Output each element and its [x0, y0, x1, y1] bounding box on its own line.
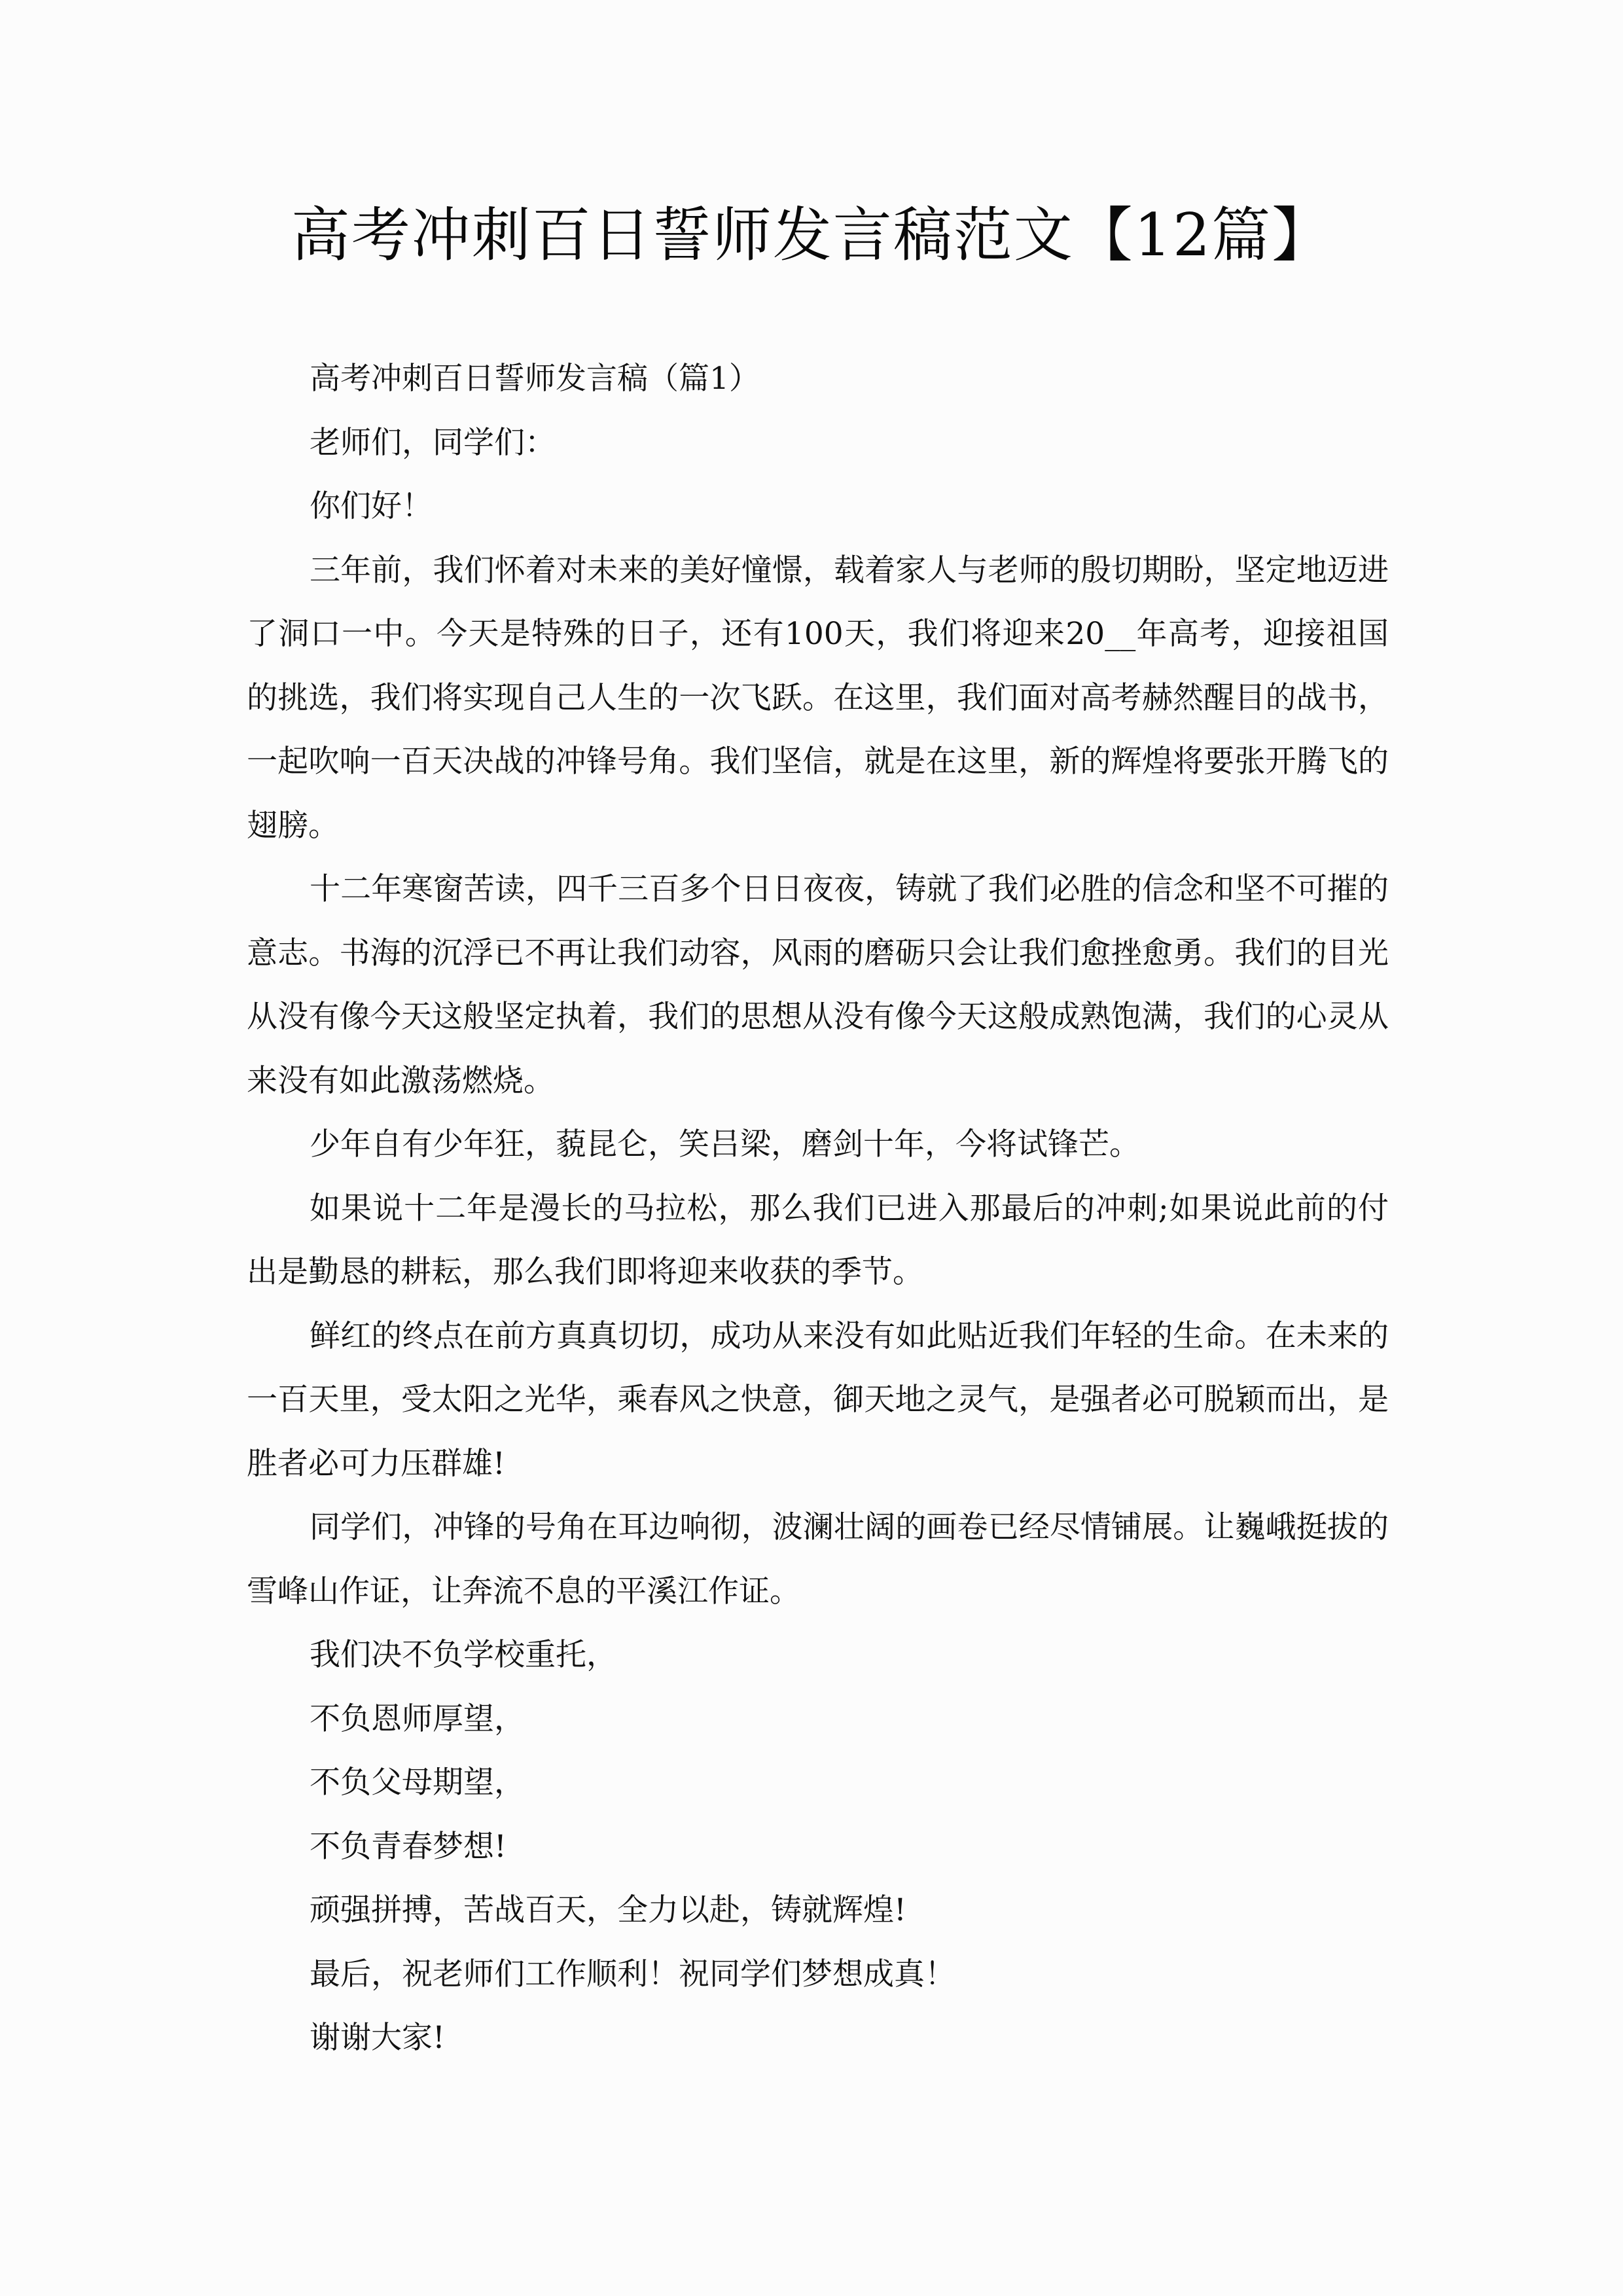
pledge-line: 我们决不负学校重托， [310, 1637, 617, 1673]
document-body [247, 347, 1389, 2070]
salutation: 老师们，同学们： [310, 424, 556, 461]
section-heading: 高考冲刺百日誓师发言稿（篇1） [310, 361, 760, 397]
paragraph: 少年自有少年狂，藐昆仑，笑吕梁，磨剑十年，今将试锋芒。 [310, 1126, 1140, 1162]
greeting: 你们好！ [310, 488, 433, 524]
paragraph: 如果说十二年是漫长的马拉松，那么我们已进入那最后的冲刺;如果说此前的付出是勤恳的耕耘，那么我们即将迎来收获的季节。 [247, 1190, 1389, 1290]
document-title: 高考冲刺百日誓师发言稿范文【12篇】 [291, 201, 1332, 270]
pledge-line: 不负恩师厚望， [310, 1700, 525, 1737]
slogan: 顽强拼搏，苦战百天，全力以赴，铸就辉煌! [310, 1892, 906, 1928]
closing-thanks: 谢谢大家! [310, 2020, 445, 2056]
paragraph: 同学们，冲锋的号角在耳边响彻，波澜壮阔的画卷已经尽情铺展。让巍峨挺拔的雪峰山作证，让奔流不息的平溪江作证。 [247, 1509, 1389, 1609]
pledge-line: 不负青春梦想! [310, 1828, 507, 1865]
paragraph: 三年前，我们怀着对未来的美好憧憬，载着家人与老师的殷切期盼，坚定地迈进了洞口一中。今天是特殊的日子，还有100天，我们将迎来20__年高考，迎接祖国的挑选，我们将实现自己人生的一次飞跃。在这里，我们面对高考赫然醒目的战书，一起吹响一百天决战的冲锋号角。我们坚信，就是在这里，新的辉煌将要张开腾飞的翅膀。 [247, 552, 1389, 844]
closing-wishes: 最后，祝老师们工作顺利！祝同学们梦想成真！ [310, 1956, 955, 1992]
paragraph: 十二年寒窗苦读，四千三百多个日日夜夜，铸就了我们必胜的信念和坚不可摧的意志。书海的沉浮已不再让我们动容，风雨的磨砺只会让我们愈挫愈勇。我们的目光从没有像今天这般坚定执着，我们的思想从没有像今天这般成熟饱满，我们的心灵从来没有如此激荡燃烧。 [247, 871, 1389, 1099]
pledge-line: 不负父母期望， [310, 1765, 525, 1801]
paragraph: 鲜红的终点在前方真真切切，成功从来没有如此贴近我们年轻的生命。在未来的一百天里，受太阳之光华，乘春风之快意，御天地之灵气，是强者必可脱颖而出，是胜者必可力压群雄! [247, 1318, 1389, 1482]
